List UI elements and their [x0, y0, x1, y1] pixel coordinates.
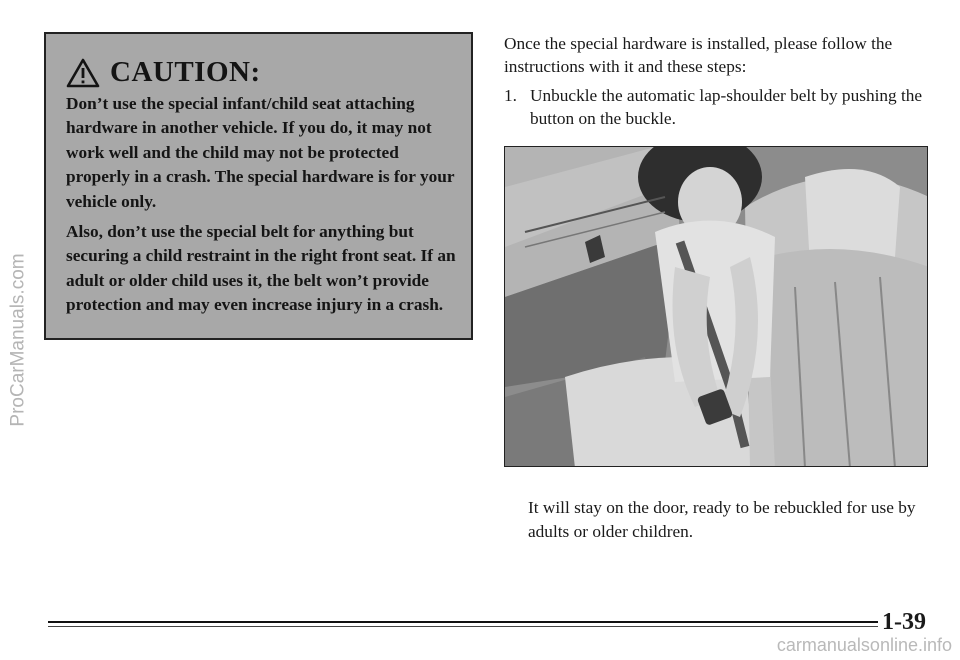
footer-rule	[48, 621, 878, 623]
caution-box	[44, 32, 473, 340]
step-number: 1.	[504, 86, 517, 105]
instructions-column	[504, 32, 934, 128]
seat-belt-illustration	[504, 146, 928, 467]
intro-text: Once the special hardware is installed, please follow the instructions with it and these steps:	[504, 34, 893, 76]
step-text: Unbuckle the automatic lap-shoulder belt by pushing the button on the buckle.	[530, 86, 923, 128]
caution-heading	[66, 56, 261, 89]
illustration-graphic	[505, 147, 928, 467]
warning-triangle-icon	[66, 58, 100, 88]
footer-rule-thin	[48, 626, 878, 627]
page-number: 1-39	[882, 609, 926, 635]
step-1	[504, 84, 934, 130]
caution-paragraph: Don’t use the special infant/child seat attaching hardware in another vehicle. If you do, it may not work well and the child may not be protected properly in a crash. The special hardware is for your vehicle only.	[66, 94, 455, 211]
caution-paragraph: Also, don’t use the special belt for anything but securing a child restraint in the right front seat. If an adult or older child uses it, the belt won’t provide protection and may even increase injury in a crash.	[66, 222, 456, 315]
side-watermark	[6, 80, 32, 600]
footer-watermark: carmanualsonline.info	[776, 635, 952, 655]
caution-title: CAUTION:	[110, 56, 261, 88]
note-text: It will stay on the door, ready to be rebuckled for use by adults or older children.	[528, 498, 916, 541]
caution-body	[66, 92, 461, 324]
side-watermark-text: ProCarManuals.com	[8, 253, 30, 427]
